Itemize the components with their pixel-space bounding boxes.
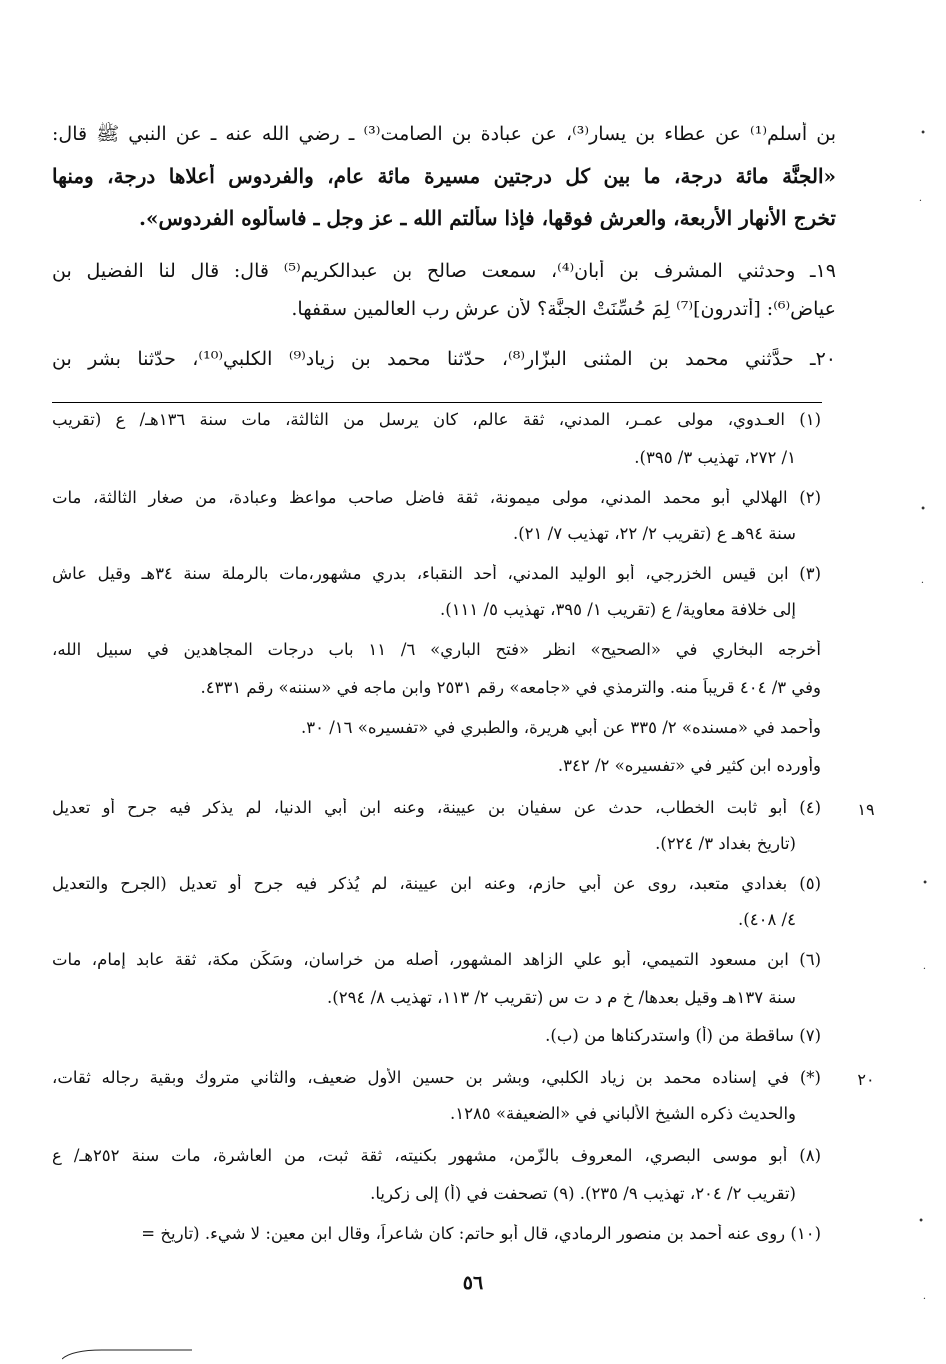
main-text-line: «الجنَّة مائة درجة، ما بين كل درجتين مسيرة مائة عام، والفردوس أعلاها درجة، ومنها xyxy=(52,164,836,188)
footnote-line: (تاريخ بغداد ٣/ ٢٢٤). xyxy=(655,834,796,853)
main-text-line: بن أسلم⁽¹⁾ عن عطاء بن يسار⁽³⁾، عن عبادة بن الصامت⁽³⁾ ـ رضي الله عنه ـ عن النبي ﷺ قال: xyxy=(52,123,836,145)
footnote-line: وأحمد في «مسنده» ٢/ ٣٣٥ عن أبي هريرة، والطبري في «تفسيره» ١٦/ ٣٠. xyxy=(300,718,821,737)
footnote-line: (٨) أبو موسى البصري، المعروف بالزّمن، مشهور بكنيته، ثقة ثبت، من العاشرة، مات سنة ٢٥٢هـ/ ع xyxy=(52,1146,821,1165)
scan-stroke xyxy=(62,1348,192,1360)
margin-number: ١٩ xyxy=(857,800,875,819)
footnote-line: وأورده ابن كثير في «تفسيره» ٢/ ٣٤٢. xyxy=(557,756,821,775)
scan-speck: · xyxy=(918,196,922,207)
scan-speck: • xyxy=(920,128,926,139)
footnote-line: (٤) أبو ثابت الخطاب، حدث عن سفيان بن عيينة، وعنه ابن أبي الدنيا، لم يذكر فيه جرح أو تعديل xyxy=(52,798,821,817)
scan-speck: · xyxy=(920,578,924,589)
footnote-line: (١) العـدوي، مولى عمـر، المدني، ثقة عالم، كان يرسل من الثالثة، مات سنة ١٣٦هـ/ ع (تقريب xyxy=(52,410,821,429)
scan-speck: • xyxy=(922,878,928,889)
main-text-line: ٢٠ـ حدَّثني محمد بن المثنى البزّار⁽⁸⁾، حدّثنا محمد بن زياد⁽⁹⁾ الكلبي⁽¹⁰⁾، حدّثنا بشر بن xyxy=(52,348,836,370)
main-text-line: تخرج الأنهار الأربعة، والعرش فوقها، فإذا سألتم الله ـ عز وجل ـ فاسألوه الفردوس». xyxy=(139,206,836,230)
scan-speck: • xyxy=(918,1216,924,1227)
footnote-line: (١٠) روى عنه أحمد بن منصور الرمادي، قال أبو حاتم: كان شاعراً، وقال ابن معين: لا شيء. (تاريخ = xyxy=(141,1224,821,1243)
footnote-line: (تقريب ٢/ ٢٠٤، تهذيب ٩/ ٢٣٥). (٩) تصحفت في (أ) إلى زكريا. xyxy=(370,1184,796,1203)
footnote-line: إلى خلافة معاوية/ ع (تقريب ١/ ٣٩٥، تهذيب ٥/ ١١١). xyxy=(440,600,796,619)
footnote-divider xyxy=(52,402,822,403)
main-text-line: ١٩ـ وحدثني المشرف بن أبان⁽⁴⁾، سمعت صالح بن عبدالكريم⁽⁵⁾ قال: قال لنا الفضيل بن xyxy=(52,260,836,282)
page-number: ٥٦ xyxy=(462,1272,484,1294)
margin-number: ٢٠ xyxy=(857,1070,875,1089)
footnote-line: (٣) ابن قيس الخزرجي، أبو الوليد المدني، أحد النقباء، بدري مشهور،مات بالرملة سنة ٣٤هـ وقيل عاش xyxy=(52,564,821,583)
footnote-line: (*) في إسناده محمد بن زياد الكلبي، وبشر بن حسين الأول ضعيف، والثاني متروك وبقية رجاله ثقات، xyxy=(52,1068,821,1087)
footnote-line: (٧) ساقطة من (أ) واستدركناها من (ب). xyxy=(545,1026,821,1045)
scan-speck: • xyxy=(920,504,926,515)
footnote-line: (٦) ابن مسعود التميمي، أبو علي الزاهد المشهور، أصله من خراسان، وسَكَن مكة، ثقة عابد إمام، مات xyxy=(52,950,821,969)
footnote-line: أخرجه البخاري في «الصحيح» انظر «فتح الباري» ٦/ ١١ باب درجات المجاهدين في سبيل الله، xyxy=(52,640,821,659)
footnote-line: ١/ ٢٧٢، تهذيب ٣/ ٣٩٥). xyxy=(634,448,796,467)
footnote-line: ٤/ ٤٠٨). xyxy=(738,910,796,929)
scan-speck: · xyxy=(922,1294,926,1305)
footnote-line: سنة ٩٤هـ ع (تقريب ٢/ ٢٢، تهذيب ٧/ ٢١). xyxy=(512,524,796,543)
footnote-line: (٥) بغدادي متعبد، روى عن أبي حازم، وعنه ابن عيينة، لم يُذكر فيه جرح أو تعديل (الجرح والتعديل xyxy=(52,874,821,893)
scan-speck: · xyxy=(922,964,926,975)
footnote-line: والحديث ذكره الشيخ الألباني في «الضعيفة» ١٢٨٥. xyxy=(449,1104,796,1123)
footnote-line: وفي ٣/ ٤٠٤ قريباً منه. والترمذي في «جامعه» رقم ٢٥٣١ وابن ماجه في «سننه» رقم ٤٣٣١. xyxy=(200,678,821,697)
footnote-line: سنة ١٣٧هـ وقيل بعدها/ خ م د ت س (تقريب ٢/ ١١٣، تهذيب ٨/ ٢٩٤). xyxy=(327,988,796,1007)
main-text-line: عياض⁽⁶⁾: [أتدرون]⁽⁷⁾ لِمَ حُسِّنَتْ الجنَّة؟ لأن عرش رب العالمين سقفها. xyxy=(291,298,836,320)
footnote-line: (٢) الهلالي أبو محمد المدني، مولى ميمونة، ثقة فاضل صاحب مواعظ وعبادة، من صغار الثالثة، مات xyxy=(52,488,821,507)
